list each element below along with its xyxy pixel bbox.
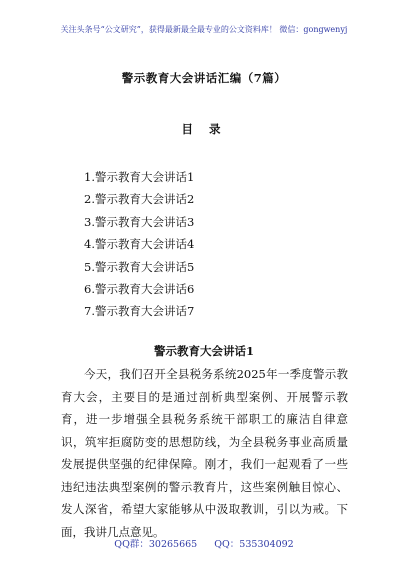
toc-item: 7.警示教育大会讲话7 — [84, 304, 195, 319]
document-title: 警示教育大会讲话汇编（7篇） — [121, 71, 287, 85]
toc-item: 1.警示教育大会讲话1 — [84, 170, 195, 184]
toc-item: 6.警示教育大会讲话6 — [84, 281, 195, 296]
body-paragraph: 今天，我们召开全县税务系统2025年一季度警示教育大会，主要目的是通过剖析典型案例、开展警示教育，进一步增强全县税务系统干部职工的廉洁自律意识，筑牢拒腐防变的思想防线，为全县税务事业高质量发展提供坚强的纪律保障。刚才，我们一起观看了一些违纪违法典型案例的警示教育片，这些案例触目惊心、发人深省，希望大家能够从中汲取教训，引以为戒。下面，我讲几点意见。 — [61, 367, 348, 539]
toc-item: 4.警示教育大会讲话4 — [84, 237, 195, 252]
toc-item: 3.警示教育大会讲话3 — [84, 214, 195, 229]
toc-heading: 目 录 — [181, 122, 227, 136]
section-title: 警示教育大会讲话1 — [153, 344, 254, 358]
header-banner: 关注头条号“公文研究”，获得最新最全最专业的公文资料库！ 微信：gongwenyj — [60, 25, 348, 34]
footer-contact: QQ群：30265665 QQ：535304092 — [114, 539, 294, 550]
toc-item: 2.警示教育大会讲话2 — [84, 192, 195, 207]
toc-item: 5.警示教育大会讲话5 — [84, 259, 195, 274]
table-of-contents — [84, 166, 194, 323]
